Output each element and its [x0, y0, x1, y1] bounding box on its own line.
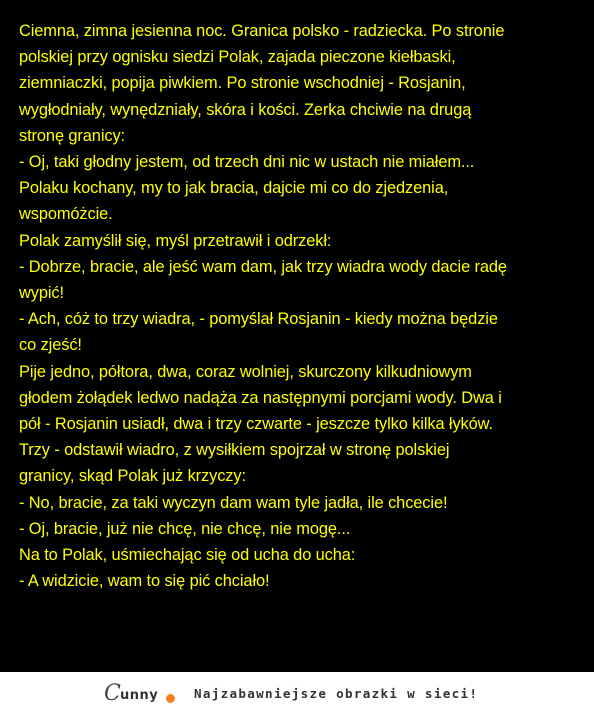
story-line: Polaku kochany, my to jak bracia, dajcie mi co do zjedzenia, [19, 179, 449, 198]
logo-initial: C [104, 681, 121, 706]
story-line: - A widzicie, wam to się pić chciało! [19, 572, 270, 591]
story-line: pół - Rosjanin usiadł, dwa i trzy czwarte - jeszcze tylko kilka łyków. [19, 415, 493, 434]
story-line: wspomóżcie. [19, 205, 113, 224]
story-line: - Dobrze, bracie, ale jeść wam dam, jak trzy wiadra wody dacie radę [19, 257, 507, 276]
story-line: ziemniaczki, popija piwkiem. Po stronie wschodniej - Rosjanin, [19, 74, 466, 93]
watermark-footer [0, 672, 594, 717]
story-line: Na to Polak, uśmiechając się od ucha do ucha: [19, 546, 356, 565]
story-line: Ciemna, zimna jesienna noc. Granica polsko - radziecka. Po stronie [19, 22, 505, 40]
logo-dot-icon [166, 694, 175, 703]
story-line: Pije jedno, półtora, dwa, coraz wolniej, skurczony kilkudniowym [19, 362, 472, 381]
story-line: stronę granicy: [19, 126, 125, 145]
story-line: głodem żołądek ledwo nadąża za następnymi porcjami wody. Dwa i [19, 388, 502, 407]
story-line: wypić! [19, 284, 64, 303]
story-line: - No, bracie, za taki wyczyn dam wam tyle jadła, ile chcecie! [19, 493, 448, 512]
footer-tagline: Najzabawniejsze obrazki w sieci! [194, 686, 479, 701]
logo-text: unny [120, 688, 159, 703]
story-line: wygłodniały, wynędzniały, skóra i kości. Zerka chciwie na drugą [19, 100, 472, 119]
story-line: polskiej przy ognisku siedzi Polak, zajada pieczone kiełbaski, [19, 48, 456, 67]
story-line: - Oj, bracie, już nie chcę, nie chcę, nie mogę... [19, 519, 351, 538]
story-line: - Oj, taki głodny jestem, od trzech dni nic w ustach nie miałem... [19, 153, 475, 172]
story-line: Trzy - odstawił wiadro, z wysiłkiem spojrzał w stronę polskiej [19, 441, 450, 460]
story-line: Polak zamyślił się, myśl przetrawił i odrzekł: [19, 231, 332, 250]
story-line: co zjeść! [19, 336, 82, 355]
story-line: granicy, skąd Polak już krzyczy: [19, 467, 246, 486]
funny-logo-icon [104, 679, 184, 711]
story-line: - Ach, cóż to trzy wiadra, - pomyślał Rosjanin - kiedy można będzie [19, 310, 498, 329]
